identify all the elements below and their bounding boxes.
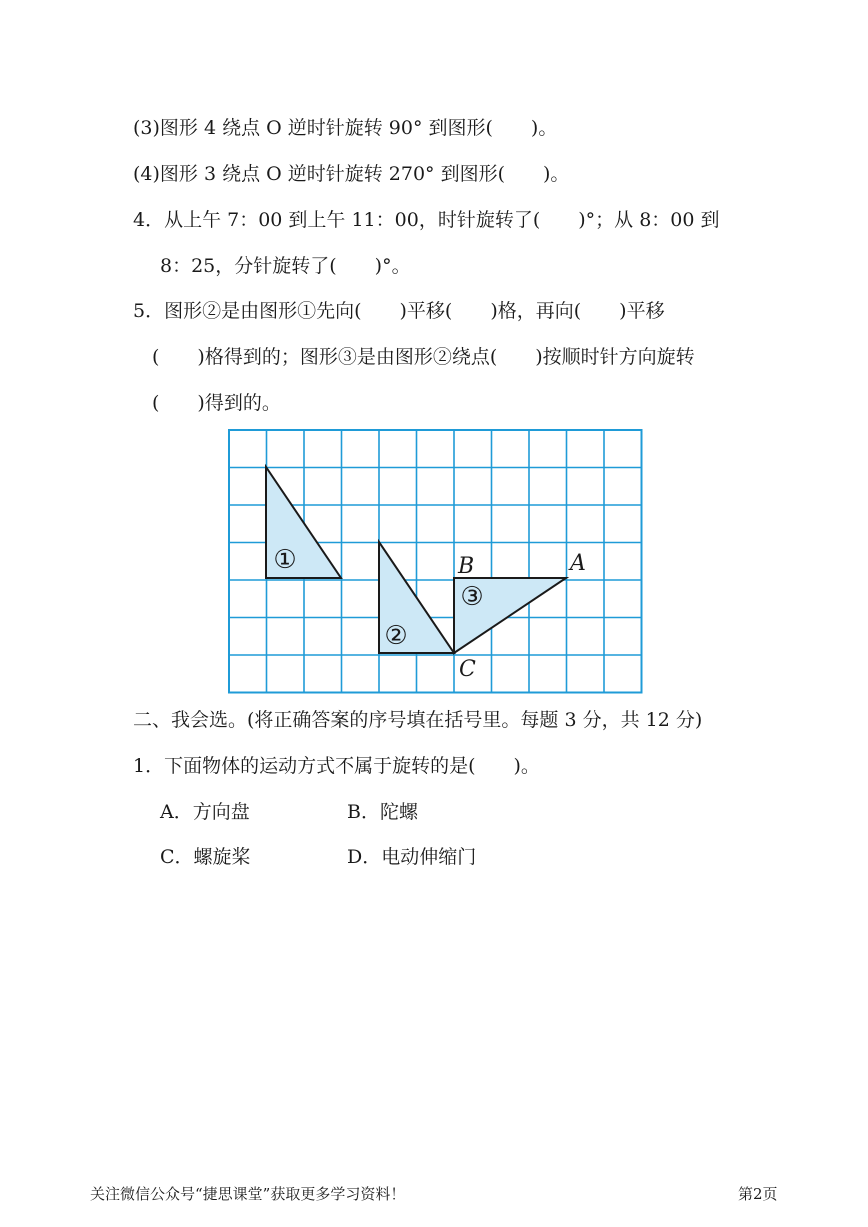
item-4-line-2: 8：25，分针旋转了( )°。 bbox=[160, 255, 411, 277]
page-number: 第2页 bbox=[738, 1185, 778, 1203]
section-2-heading: 二、我会选。(将正确答案的序号填在括号里。每题 3 分，共 12 分) bbox=[133, 709, 703, 731]
point-b-label: B bbox=[458, 554, 475, 579]
section-2-question-1: 1．下面物体的运动方式不属于旋转的是( )。 bbox=[133, 755, 540, 777]
option-b: B．陀螺 bbox=[347, 801, 418, 823]
point-a-label: A bbox=[570, 551, 586, 576]
question-3-text: (3)图形 4 绕点 O 逆时针旋转 90° 到图形( )。 bbox=[133, 117, 558, 139]
footer-notice: 关注微信公众号“捷思课堂”获取更多学习资料！ bbox=[90, 1185, 406, 1203]
item-4-line-1: 4．从上午 7：00 到上午 11：00，时针旋转了( )°；从 8：00 到 bbox=[133, 209, 720, 231]
shape-2-label: ② bbox=[384, 621, 408, 651]
question-4-text: (4)图形 3 绕点 O 逆时针旋转 270° 到图形( )。 bbox=[133, 163, 570, 185]
item-5-line-1: 5．图形②是由图形①先向( )平移( )格，再向( )平移 bbox=[133, 300, 665, 322]
item-5-line-3: ( )得到的。 bbox=[152, 392, 281, 414]
option-d: D．电动伸缩门 bbox=[347, 846, 477, 868]
item-5-line-2: ( )格得到的；图形③是由图形②绕点( )按顺时针方向旋转 bbox=[152, 346, 695, 368]
option-a: A．方向盘 bbox=[160, 801, 250, 823]
option-c: C．螺旋桨 bbox=[160, 846, 251, 868]
shape-3-label: ③ bbox=[460, 582, 484, 612]
shape-1-label: ① bbox=[273, 545, 297, 575]
point-c-label: C bbox=[459, 657, 476, 682]
